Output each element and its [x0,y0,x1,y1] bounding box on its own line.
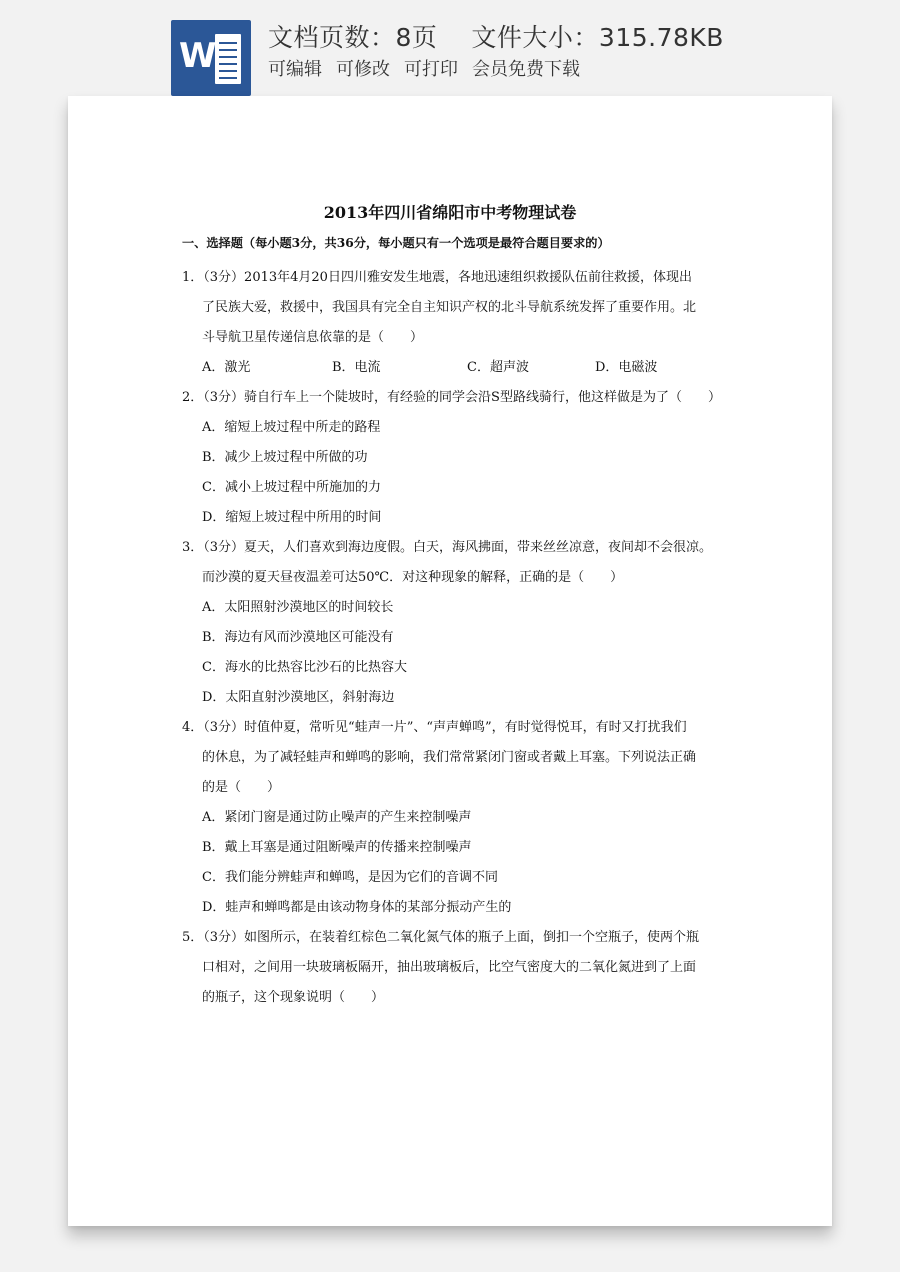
option-c: C．海水的比热容比沙石的比热容大 [202,660,407,675]
question-5-line-1: 5．（3分）如图所示，在装着红棕色二氧化氮气体的瓶子上面，倒扣一个空瓶子，使两个瓶 [182,930,700,945]
feature-printable: 可打印 [404,59,458,80]
download-banner [0,0,900,96]
question-1-line-3: 斗导航卫星传递信息依靠的是（ ） [202,330,424,345]
page-lines-icon [215,34,241,84]
option-a: A．激光 [202,360,251,375]
option-a: A．紧闭门窗是通过防止噪声的产生来控制噪声 [202,810,472,825]
option-b: B．戴上耳塞是通过阻断噪声的传播来控制噪声 [202,840,472,855]
question-2-line-1: 2．（3分）骑自行车上一个陡坡时，有经验的同学会沿S型路线骑行，他这样做是为了（ ） [182,390,721,405]
question-3-line-2: 而沙漠的夏天昼夜温差可达50℃．对这种现象的解释，正确的是（ ） [202,570,624,585]
option-d: D．电磁波 [595,360,658,375]
question-4-line-2: 的休息，为了减轻蛙声和蝉鸣的影响，我们常常紧闭门窗或者戴上耳塞。下列说法正确 [202,750,697,765]
file-info [268,18,724,54]
feature-editable: 可编辑 [268,59,322,80]
option-a: A．缩短上坡过程中所走的路程 [202,420,381,435]
file-size: 文件大小：315.78KB [471,23,724,52]
document-title: 2013年四川省绵阳市中考物理试卷 [323,203,577,222]
question-4-line-1: 4．（3分）时值仲夏，常听见“蛙声一片”、“声声蝉鸣”，有时觉得悦耳，有时又打扰我们 [182,720,687,735]
feature-member-download: 会员免费下载 [472,59,580,80]
question-1-line-2: 了民族大爱，救援中，我国具有完全自主知识产权的北斗导航系统发挥了重要作用。北 [202,300,697,315]
document-page [68,96,832,1226]
question-1-line-1: 1．（3分）2013年4月20日四川雅安发生地震，各地迅速组织救援队伍前往救援，体现出 [182,270,692,285]
option-b: B．电流 [332,360,381,375]
option-d: D．蛙声和蝉鸣都是由该动物身体的某部分振动产生的 [202,900,512,915]
question-5-line-2: 口相对，之间用一块玻璃板隔开，抽出玻璃板后，比空气密度大的二氧化氮进到了上面 [202,960,697,975]
word-letter: W [179,36,217,76]
question-3-line-1: 3．（3分）夏天，人们喜欢到海边度假。白天，海风拂面，带来丝丝凉意，夜间却不会很凉。 [182,540,713,555]
option-d: D．缩短上坡过程中所用的时间 [202,510,382,525]
option-c: C．我们能分辨蛙声和蝉鸣，是因为它们的音调不同 [202,870,498,885]
question-5-line-3: 的瓶子，这个现象说明（ ） [202,990,385,1005]
option-c: C．减小上坡过程中所施加的力 [202,480,381,495]
section-heading: 一、选择题（每小题3分，共36分，每小题只有一个选项是最符合题目要求的） [182,236,610,250]
option-b: B．海边有风而沙漠地区可能没有 [202,630,394,645]
feature-modifiable: 可修改 [336,59,390,80]
page-count: 文档页数：8页 [268,23,438,52]
option-d: D．太阳直射沙漠地区，斜射海边 [202,690,395,705]
feature-list [268,55,580,81]
option-b: B．减少上坡过程中所做的功 [202,450,368,465]
option-a: A．太阳照射沙漠地区的时间较长 [202,600,394,615]
option-c: C．超声波 [467,360,529,375]
word-document-icon [171,20,251,96]
question-4-line-3: 的是（ ） [202,780,281,795]
